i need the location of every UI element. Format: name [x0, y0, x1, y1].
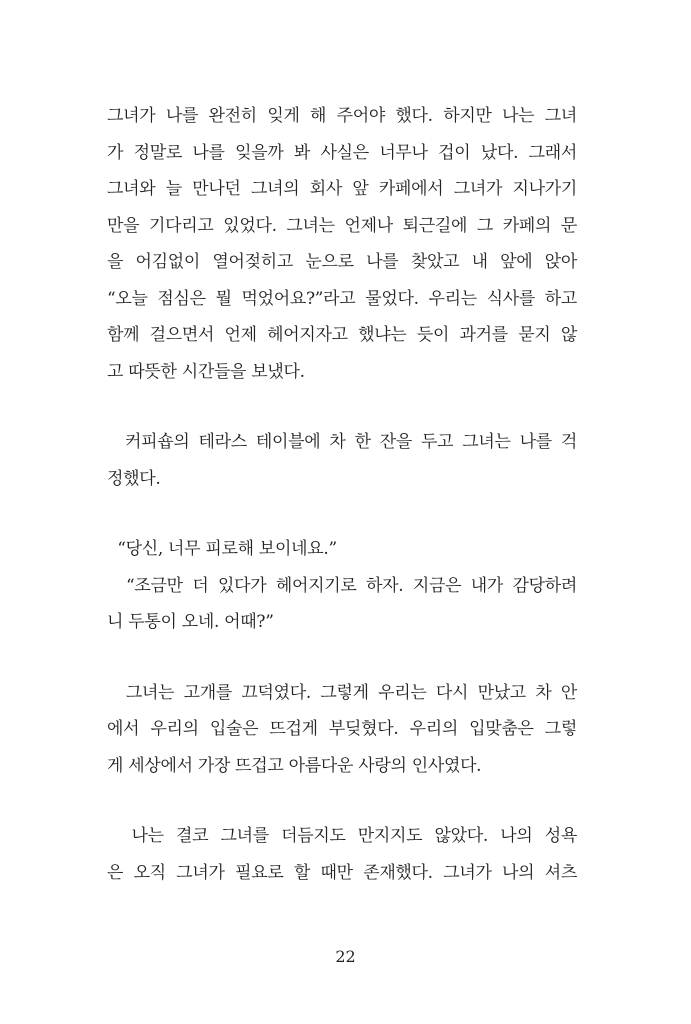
paragraph-gap — [107, 497, 577, 531]
paragraph — [107, 531, 577, 641]
text-line: 을 어김없이 열어젖히고 눈으로 나를 찾았고 내 앞에 앉아 — [107, 252, 577, 272]
page-number: 22 — [335, 947, 356, 966]
text-line: 함께 걸으면서 언제 헤어지자고 했냐는 듯이 과거를 묻지 않 — [107, 325, 577, 345]
text-line: 고 따뜻한 시간들을 보냈다. — [107, 361, 305, 382]
paragraph-gap — [107, 390, 577, 424]
body-text — [107, 98, 577, 891]
paragraph — [107, 98, 577, 390]
text-line: 가 정말로 나를 잊을까 봐 사실은 너무나 겁이 났다. 그래서 — [107, 142, 577, 163]
text-line: 그녀가 나를 완전히 잊게 해 주어야 했다. 하지만 나는 그녀 — [107, 106, 577, 126]
text-line: 그녀는 고개를 끄덕였다. 그렇게 우리는 다시 만났고 차 안 — [107, 682, 577, 703]
text-line: 은 오직 그녀가 필요로 할 때만 존재했다. 그녀가 나의 셔츠 — [107, 862, 577, 883]
paragraph — [107, 818, 577, 891]
text-line: 에서 우리의 입술은 뜨겁게 부딪혔다. 우리의 입맞춤은 그렇 — [107, 719, 577, 739]
paragraph-gap — [107, 784, 577, 818]
paragraph — [107, 424, 577, 497]
text-line: “조금만 더 있다가 헤어지기로 하자. 지금은 내가 감당하려 — [107, 575, 577, 596]
text-line: 커피숍의 테라스 테이블에 차 한 잔을 두고 그녀는 나를 걱 — [107, 432, 577, 452]
text-line: 니 두통이 오네. 어때?” — [107, 612, 274, 632]
text-line: 만을 기다리고 있었다. 그녀는 언제나 퇴근길에 그 카페의 문 — [107, 215, 577, 236]
text-line: 게 세상에서 가장 뜨겁고 아름다운 사랑의 인사였다. — [107, 755, 482, 776]
text-line: “오늘 점심은 뭘 먹었어요?”라고 물었다. 우리는 식사를 하고 — [107, 288, 577, 309]
text-line: “당신, 너무 피로해 보이네요.” — [107, 539, 337, 559]
paragraph-gap — [107, 641, 577, 675]
paragraph — [107, 675, 577, 785]
text-line: 그녀와 늘 만나던 그녀의 회사 앞 카페에서 그녀가 지나가기 — [107, 179, 577, 199]
text-line: 나는 결코 그녀를 더듬지도 만지지도 않았다. 나의 성욕 — [107, 826, 577, 846]
text-line: 정했다. — [107, 468, 161, 489]
